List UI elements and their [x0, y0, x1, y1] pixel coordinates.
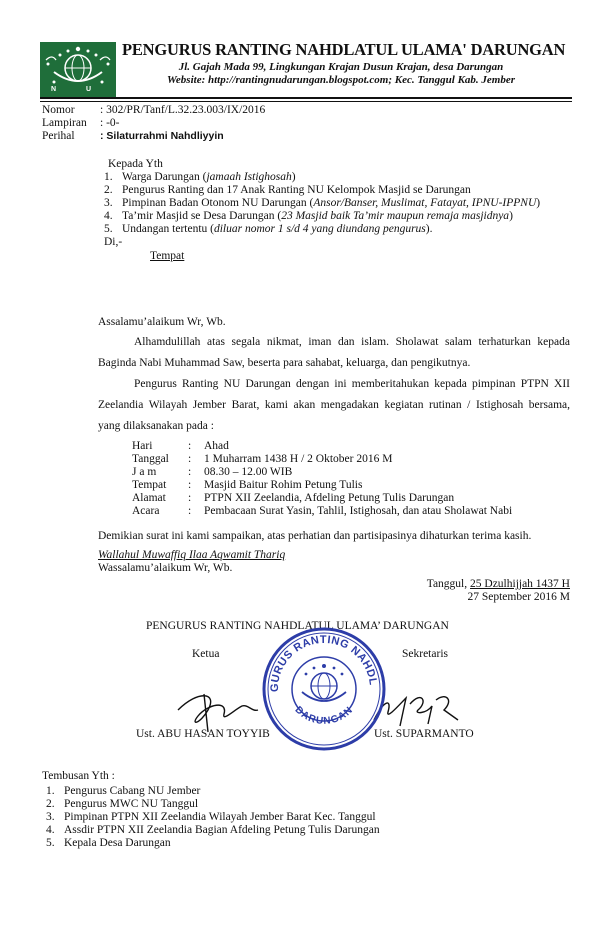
org-website[interactable]: Website: http://rantingnudarungan.blogspot.com; Kec. Tanggul Kab. Jember — [166, 74, 516, 86]
cc-item: 3. Pimpinan PTPN XII Zeelandia Wilayah Jember Barat Kec. Tanggul — [46, 811, 376, 823]
svg-text:DARUNGAN — [293, 705, 356, 728]
nomor-label: Nomor — [42, 104, 75, 116]
greeting: Assalamu’alaikum Wr, Wb. — [98, 316, 226, 328]
stamp-top-text: GURUS RANTING NAHDL — [268, 633, 379, 693]
detail-row: Tempat : Masjid Baitur Rohim Petung Tulis — [132, 479, 363, 491]
detail-row: Alamat : PTPN XII Zeelandia, Afdeling Petung Tulis Darungan — [132, 492, 455, 504]
sekretaris-name: Ust. SUPARMANTO — [374, 728, 474, 740]
nu-logo — [40, 42, 116, 98]
perihal-label: Perihal — [42, 130, 75, 142]
wallahul-text: Wallahul Muwaffiq Ilaa Aqwamit Thariq — [98, 549, 286, 561]
ketua-name: Ust. ABU HASAN TOYYIB — [136, 728, 270, 740]
cc-item: 1. Pengurus Cabang NU Jember — [46, 785, 201, 797]
recipient-di: Di,- — [104, 236, 123, 248]
paragraph-1-cont: Baginda Nabi Muhammad Saw, beserta para sahabat, keluarga, dan pengikutnya. — [98, 357, 471, 369]
perihal-value: : Silaturrahmi Nahdliyyin — [100, 130, 224, 142]
official-stamp — [258, 626, 390, 752]
event-details — [132, 440, 516, 518]
detail-row: J a m : 08.30 – 12.00 WIB — [132, 466, 293, 478]
header-divider — [40, 97, 572, 99]
detail-row: Tanggal : 1 Muharram 1438 H / 2 Oktober 2016 M — [132, 453, 393, 465]
closing-text: Demikian surat ini kami sampaikan, atas perhatian dan partisipasinya dihaturkan terima kasih. — [98, 530, 532, 542]
recipient-item: 5. Undangan tertentu (diluar nomor 1 s/d 4 yang diundang pengurus). — [104, 223, 433, 235]
lampiran-value: : -0- — [100, 117, 120, 129]
org-title: PENGURUS RANTING NAHDLATUL ULAMA' DARUNGAN — [122, 40, 566, 59]
nomor-value: : 302/PR/Tanf/L.32.23.003/IX/2016 — [100, 104, 266, 116]
org-address: Jl. Gajah Mada 99, Lingkungan Krajan Dusun Krajan, desa Darungan — [178, 61, 504, 73]
stamp-bottom-text: DARUNGAN — [292, 704, 356, 728]
recipient-item: 3. Pimpinan Badan Otonom NU Darungan (Ansor/Banser, Muslimat, Fatayat, IPNU-IPPNU) — [104, 197, 541, 209]
recipient-item: 4. Ta’mir Masjid se Desa Darungan (23 Masjid baik Ta’mir maupun remaja masjidnya) — [104, 210, 513, 222]
logo-text: N U — [50, 86, 106, 93]
recipient-tempat: Tempat — [150, 250, 185, 262]
cc-item: 5. Kepala Desa Darungan — [46, 837, 171, 849]
recipient-intro: Kepada Yth — [108, 158, 163, 170]
paragraph-2-end: yang dilaksanakan pada : — [98, 420, 214, 432]
header-divider-thin — [40, 101, 572, 102]
date-masehi: 27 September 2016 M — [467, 591, 570, 603]
paragraph-2-cont: Zeelandia Wilayah Jember Barat, kami akan mengadakan kegiatan rutinan / Istighosah bersama, — [98, 399, 570, 411]
date-hijri: Tanggul, 25 Dzulhijjah 1437 H — [426, 578, 570, 590]
lampiran-label: Lampiran — [42, 117, 87, 129]
recipient-item: 1. Warga Darungan (jamaah Istighosah) — [104, 171, 296, 183]
cc-title: Tembusan Yth : — [42, 770, 115, 782]
stamp-seal-icon — [258, 626, 390, 752]
paragraph-2: Pengurus Ranting NU Darungan dengan ini memberitahukan kepada pimpinan PTPN XII — [134, 378, 570, 390]
ketua-label: Ketua — [192, 648, 220, 660]
cc-item: 4. Assdir PTPN XII Zeelandia Bagian Afdeling Petung Tulis Darungan — [46, 824, 380, 836]
recipient-item: 2. Pengurus Ranting dan 17 Anak Ranting NU Kelompok Masjid se Darungan — [104, 184, 471, 196]
sekretaris-label: Sekretaris — [402, 648, 448, 660]
wassalam-text: Wassalamu’alaikum Wr, Wb. — [98, 562, 233, 574]
detail-row: Acara : Pembacaan Surat Yasin, Tahlil, Istighosah, dan atau Sholawat Nabi — [132, 505, 513, 517]
detail-row: Hari : Ahad — [132, 440, 229, 452]
cc-item: 2. Pengurus MWC NU Tanggul — [46, 798, 199, 810]
paragraph-1: Alhamdulillah atas segala nikmat, iman dan islam. Sholawat salam terhaturkan kepada — [134, 336, 570, 348]
signature-org: PENGURUS RANTING NAHDLATUL ULAMA’ DARUNGAN — [146, 620, 449, 632]
